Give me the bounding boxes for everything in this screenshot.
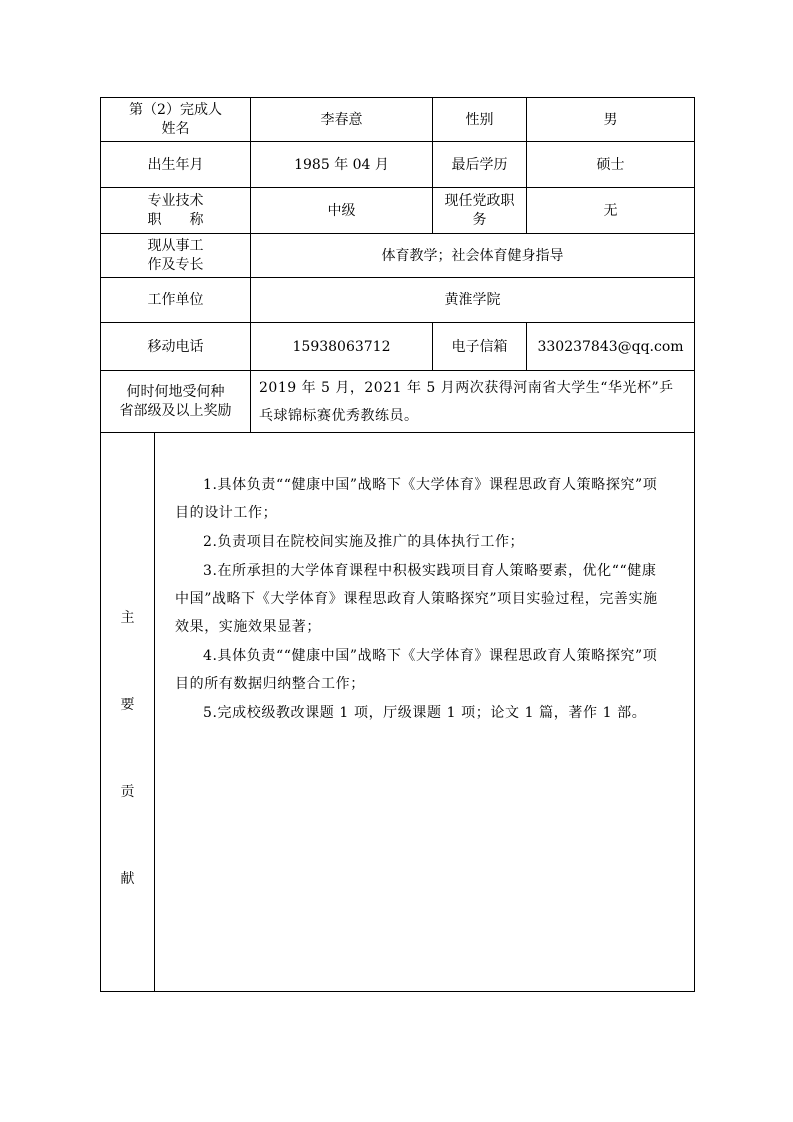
contribution-char-2: 要 bbox=[120, 697, 135, 713]
label-award-line2: 省部级及以上奖励 bbox=[119, 402, 232, 419]
label-title-line1: 专业技术 bbox=[147, 192, 204, 209]
row-birth bbox=[101, 142, 695, 188]
value-work: 体育教学；社会体育健身指导 bbox=[251, 234, 695, 278]
label-name-line1: 第（2）完成人 bbox=[129, 101, 222, 118]
row-unit bbox=[101, 278, 695, 323]
label-post bbox=[433, 188, 527, 234]
value-unit: 黄淮学院 bbox=[251, 278, 695, 323]
contribution-item-5: 5.完成校级教改课题 1 项，厅级课题 1 项；论文 1 篇，著作 1 部。 bbox=[203, 705, 647, 721]
value-gender: 男 bbox=[527, 98, 695, 142]
value-post: 无 bbox=[527, 188, 695, 234]
contribution-char-4: 献 bbox=[120, 871, 135, 887]
label-unit: 工作单位 bbox=[101, 278, 251, 323]
row-contact bbox=[101, 323, 695, 371]
contribution-char-1: 主 bbox=[120, 610, 135, 626]
value-education: 硕士 bbox=[527, 142, 695, 188]
row-title bbox=[101, 188, 695, 234]
contribution-item-1: 1.具体负责““健康中国”战略下《大学体育》课程思政育人策略探究”项目的设计工作； bbox=[175, 477, 658, 521]
label-award bbox=[101, 371, 251, 433]
label-email: 电子信箱 bbox=[433, 323, 527, 371]
contribution-item-2: 2.负责项目在院校间实施及推广的具体执行工作； bbox=[203, 534, 525, 550]
value-email: 330237843@qq.com bbox=[527, 323, 695, 371]
label-contribution-chars bbox=[101, 468, 154, 956]
label-education: 最后学历 bbox=[433, 142, 527, 188]
label-work bbox=[101, 234, 251, 278]
label-post-line1: 现任党政职 bbox=[444, 192, 515, 209]
value-title: 中级 bbox=[251, 188, 433, 234]
label-award-line1: 何时何地受何种 bbox=[126, 383, 225, 400]
label-work-line2: 作及专长 bbox=[147, 256, 204, 273]
row-contribution bbox=[101, 433, 695, 992]
contribution-item-4: 4.具体负责““健康中国”战略下《大学体育》课程思政育人策略探究”项目的所有数据归纳整合工作； bbox=[175, 648, 658, 692]
label-name bbox=[101, 98, 251, 142]
label-birth: 出生年月 bbox=[101, 142, 251, 188]
label-phone: 移动电话 bbox=[101, 323, 251, 371]
value-contribution bbox=[155, 433, 695, 992]
label-title-line2: 职 称 bbox=[147, 211, 204, 228]
value-name: 李春意 bbox=[251, 98, 433, 142]
contribution-item-3: 3.在所承担的大学体育课程中积极实践项目育人策略要素，优化““健康中国”战略下《大学体育》课程思政育人策略探究”项目实验过程，完善实施效果，实施效果显著； bbox=[175, 563, 658, 635]
row-award bbox=[101, 371, 695, 433]
label-title bbox=[101, 188, 251, 234]
label-gender: 性别 bbox=[433, 98, 527, 142]
row-name bbox=[101, 98, 695, 142]
label-post-line2: 务 bbox=[472, 211, 487, 228]
label-name-line2: 姓名 bbox=[161, 120, 190, 137]
contribution-char-3: 贡 bbox=[120, 784, 135, 800]
label-work-line1: 现从事工 bbox=[147, 237, 204, 254]
value-phone: 15938063712 bbox=[251, 323, 433, 371]
personnel-form-table bbox=[100, 97, 695, 992]
row-work bbox=[101, 234, 695, 278]
value-award: 2019 年 5 月，2021 年 5 月两次获得河南省大学生“华光杯”乒乓球锦标赛优秀教练员。 bbox=[251, 371, 695, 433]
value-birth: 1985 年 04 月 bbox=[251, 142, 433, 188]
label-contribution bbox=[101, 433, 155, 992]
